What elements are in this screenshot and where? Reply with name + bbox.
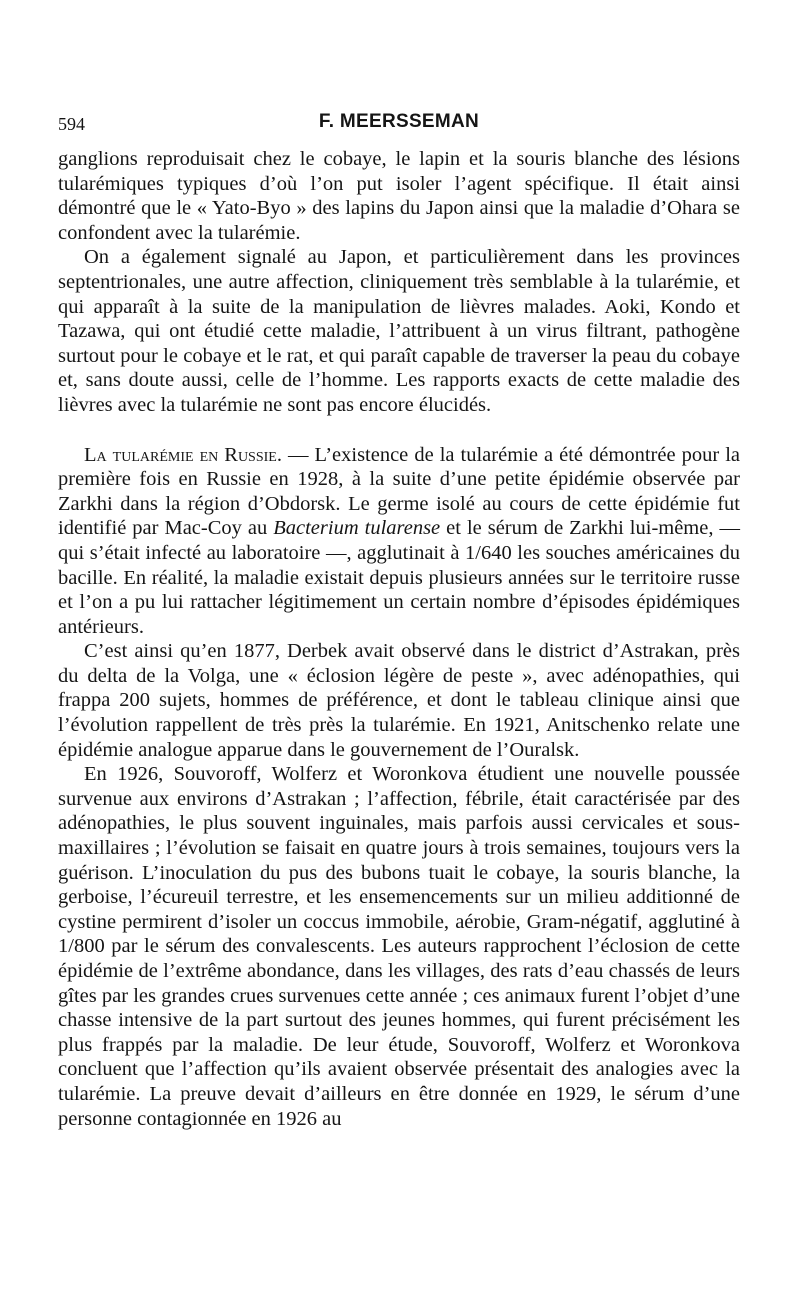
running-head: F. MEERSSEMAN [318, 111, 480, 132]
paragraph-russia [58, 443, 740, 640]
species-name: Bacterium tularense [273, 517, 441, 540]
book-page [58, 110, 740, 1131]
paragraph-continuation: ganglions reproduisait chez le cobaye, le lapin et la souris blanche des lésions tularémiques typiques d’où l’on put isoler l’agent spécifique. Il était ainsi démontré que le « Yato-Byo » des lapins du Japon ainsi que la maladie d’Ohara se confondent avec la tularémie. [58, 148, 740, 244]
section-spacer [58, 418, 740, 443]
page-header [58, 110, 740, 140]
section-heading: La tularémie en Russie. [84, 443, 282, 466]
paragraph-derbek: C’est ainsi qu’en 1877, Derbek avait observé dans le district d’Astrakan, près du delta de la Volga, une « éclosion légère de peste », avec adénopathies, qui frappa 200 sujets, hommes de préférence, et dont le tableau clinique ainsi que l’évolution rappellent de très près la tularémie. En 1921, Anitschenko relate une épidémie analogue apparue dans le gouvernement de l’Ouralsk. [58, 640, 740, 761]
paragraph-text: — L’existence de la tularémie a été démontrée pour la première fois en Russie en 1928, à la suite d’une petite épidémie observée par Zarkhi dans la région d’Obdorsk. Le germe isolé au cours de cette épidémie fut identifié par Mac-Coy au [58, 443, 740, 540]
page-number: 594 [58, 114, 85, 134]
paragraph-japan-hares: On a également signalé au Japon, et particulièrement dans les provinces septentrionales, une autre affection, cliniquement très semblable à la tularémie, et qui apparaît à la suite de la manipulation de lièvres malades. Aoki, Kondo et Tazawa, qui ont étudié cette maladie, l’attribuent à un virus filtrant, pathogène surtout pour le cobaye et le rat, et qui paraît capable de traverser la peau du cobaye et, sans doute aussi, celle de l’homme. Les rapports exacts de cette maladie des lièvres avec la tularémie ne sont pas encore élucidés. [58, 246, 740, 416]
paragraph-souvoroff: En 1926, Souvoroff, Wolferz et Woronkova étudient une nouvelle poussée survenue aux environs d’Astrakan ; l’affection, fébrile, était caractérisée par des adénopathies, le plus souvent inguinales, mais parfois aussi cervicales et sous-maxillaires ; l’évolution se faisait en quatre jours à trois semaines, toujours vers la guérison. L’inoculation du pus des bubons tuait le cobaye, la souris blanche, la gerboise, l’écureuil terrestre, et les ensemencements sur un milieu additionné de cystine permirent d’isoler un coccus immobile, aérobie, Gram-négatif, agglutiné à 1/800 par le sérum des convalescents. Les auteurs rapprochent l’éclosion de cette épidémie de l’extrême abondance, dans les villages, des rats d’eau chassés de leurs gîtes par les grandes crues survenues cette année ; ces animaux furent l’objet d’une chasse intensive de la part surtout des jeunes hommes, qui furent précisément les plus frappés par la maladie. De leur étude, Souvoroff, Wolferz et Woronkova concluent que l’affection qu’ils avaient observée présentait des analogies avec la tularémie. La preuve devait d’ailleurs en être donnée en 1929, le sérum d’une personne contagionnée en 1926 au [58, 763, 740, 1130]
paragraph-text: et le sérum de Zarkhi lui-même, — qui s’était infecté au laboratoire —, agglutinait à 1/640 les souches américaines du bacille. En réalité, la maladie existait depuis plusieurs années sur le territoire russe et l’on a pu lui rattacher légitimement un certain nombre d’épisodes épidémiques antérieurs. [58, 517, 740, 638]
